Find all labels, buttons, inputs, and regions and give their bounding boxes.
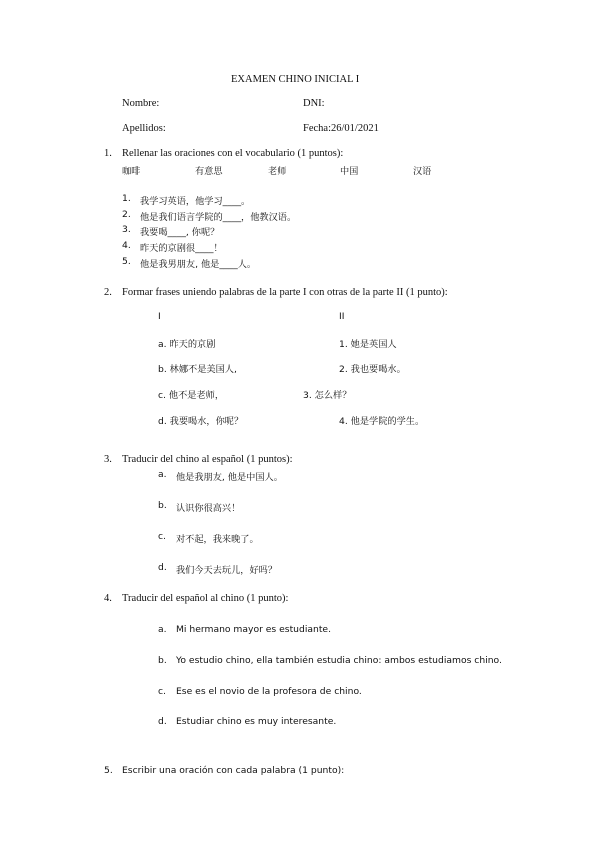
sentence-text: 昨天的京剧很____！	[140, 243, 223, 254]
sentence-text: 他是我们语言学院的____，他教汉语。	[140, 212, 297, 223]
section4-heading: Traducir del español al chino (1 punto):	[122, 593, 289, 604]
item-letter: c.	[158, 531, 166, 542]
vocab-word: 中国	[340, 166, 359, 177]
column-header-i: I	[158, 311, 161, 322]
column-header-ii: II	[339, 311, 345, 322]
item-letter: d.	[158, 716, 167, 727]
section3-heading: Traducir del chino al español (1 puntos):	[122, 454, 293, 465]
page-title: EXAMEN CHINO INICIAL I	[231, 74, 360, 85]
section2-number: 2.	[104, 287, 112, 298]
sentence-text: 我要喝____, 你呢？	[140, 227, 220, 238]
sentence-number: 3.	[122, 224, 131, 235]
match-right-item: 4. 他是学院的学生。	[339, 416, 425, 427]
section4-number: 4.	[104, 593, 112, 604]
item-letter: b.	[158, 655, 167, 666]
item-text: 他是我朋友, 他是中国人。	[176, 472, 283, 483]
match-right-item: 1. 她是英国人	[339, 339, 397, 350]
sentence-number: 4.	[122, 240, 131, 251]
item-letter: c.	[158, 686, 166, 697]
vocab-word: 有意思	[195, 166, 223, 177]
sentence-number: 2.	[122, 209, 131, 220]
match-left-item: a. 昨天的京剧	[158, 339, 216, 350]
sentence-text: 他是我男朋友, 他是____人。	[140, 259, 257, 270]
item-letter: d.	[158, 562, 167, 573]
match-right-item: 3. 怎么样？	[303, 390, 352, 401]
sentence-number: 1.	[122, 193, 131, 204]
match-left-item: b. 林娜不是美国人,	[158, 364, 237, 375]
item-text: Ese es el novio de la profesora de chino.	[176, 686, 362, 697]
sentence-text: 我学习英语，他学习____。	[140, 196, 251, 207]
item-letter: a.	[158, 624, 167, 635]
nombre-label: Nombre:	[122, 98, 160, 109]
vocab-word: 老师	[268, 166, 287, 177]
dni-label: DNI:	[303, 98, 325, 109]
section5-number: 5.	[104, 765, 113, 776]
item-text: Mi hermano mayor es estudiante.	[176, 624, 332, 635]
section3-number: 3.	[104, 454, 112, 465]
item-letter: a.	[158, 469, 167, 480]
section2-heading: Formar frases uniendo palabras de la parte I con otras de la parte II (1 punto):	[122, 287, 448, 298]
section1-heading: Rellenar las oraciones con el vocabulario (1 puntos):	[122, 148, 344, 159]
apellidos-label: Apellidos:	[122, 123, 166, 134]
section5-heading: Escribir una oración con cada palabra (1 punto):	[122, 765, 345, 776]
vocab-word: 汉语	[413, 166, 432, 177]
match-left-item: c. 他不是老师，	[158, 390, 225, 401]
item-text: 我们今天去玩儿，好吗？	[176, 565, 278, 576]
fecha-label: Fecha:26/01/2021	[303, 123, 379, 134]
item-text: 认识你很高兴！	[176, 503, 241, 514]
vocab-word: 咖啡	[122, 166, 141, 177]
match-right-item: 2. 我也要喝水。	[339, 364, 406, 375]
item-text: Yo estudio chino, ella también estudia chino: ambos estudiamos chino.	[176, 655, 502, 666]
match-left-item: d. 我要喝水，你呢？	[158, 416, 244, 427]
item-letter: b.	[158, 500, 167, 511]
item-text: Estudiar chino es muy interesante.	[176, 716, 337, 727]
sentence-number: 5.	[122, 256, 131, 267]
item-text: 对不起，我来晚了。	[176, 534, 259, 545]
section1-number: 1.	[104, 148, 112, 159]
